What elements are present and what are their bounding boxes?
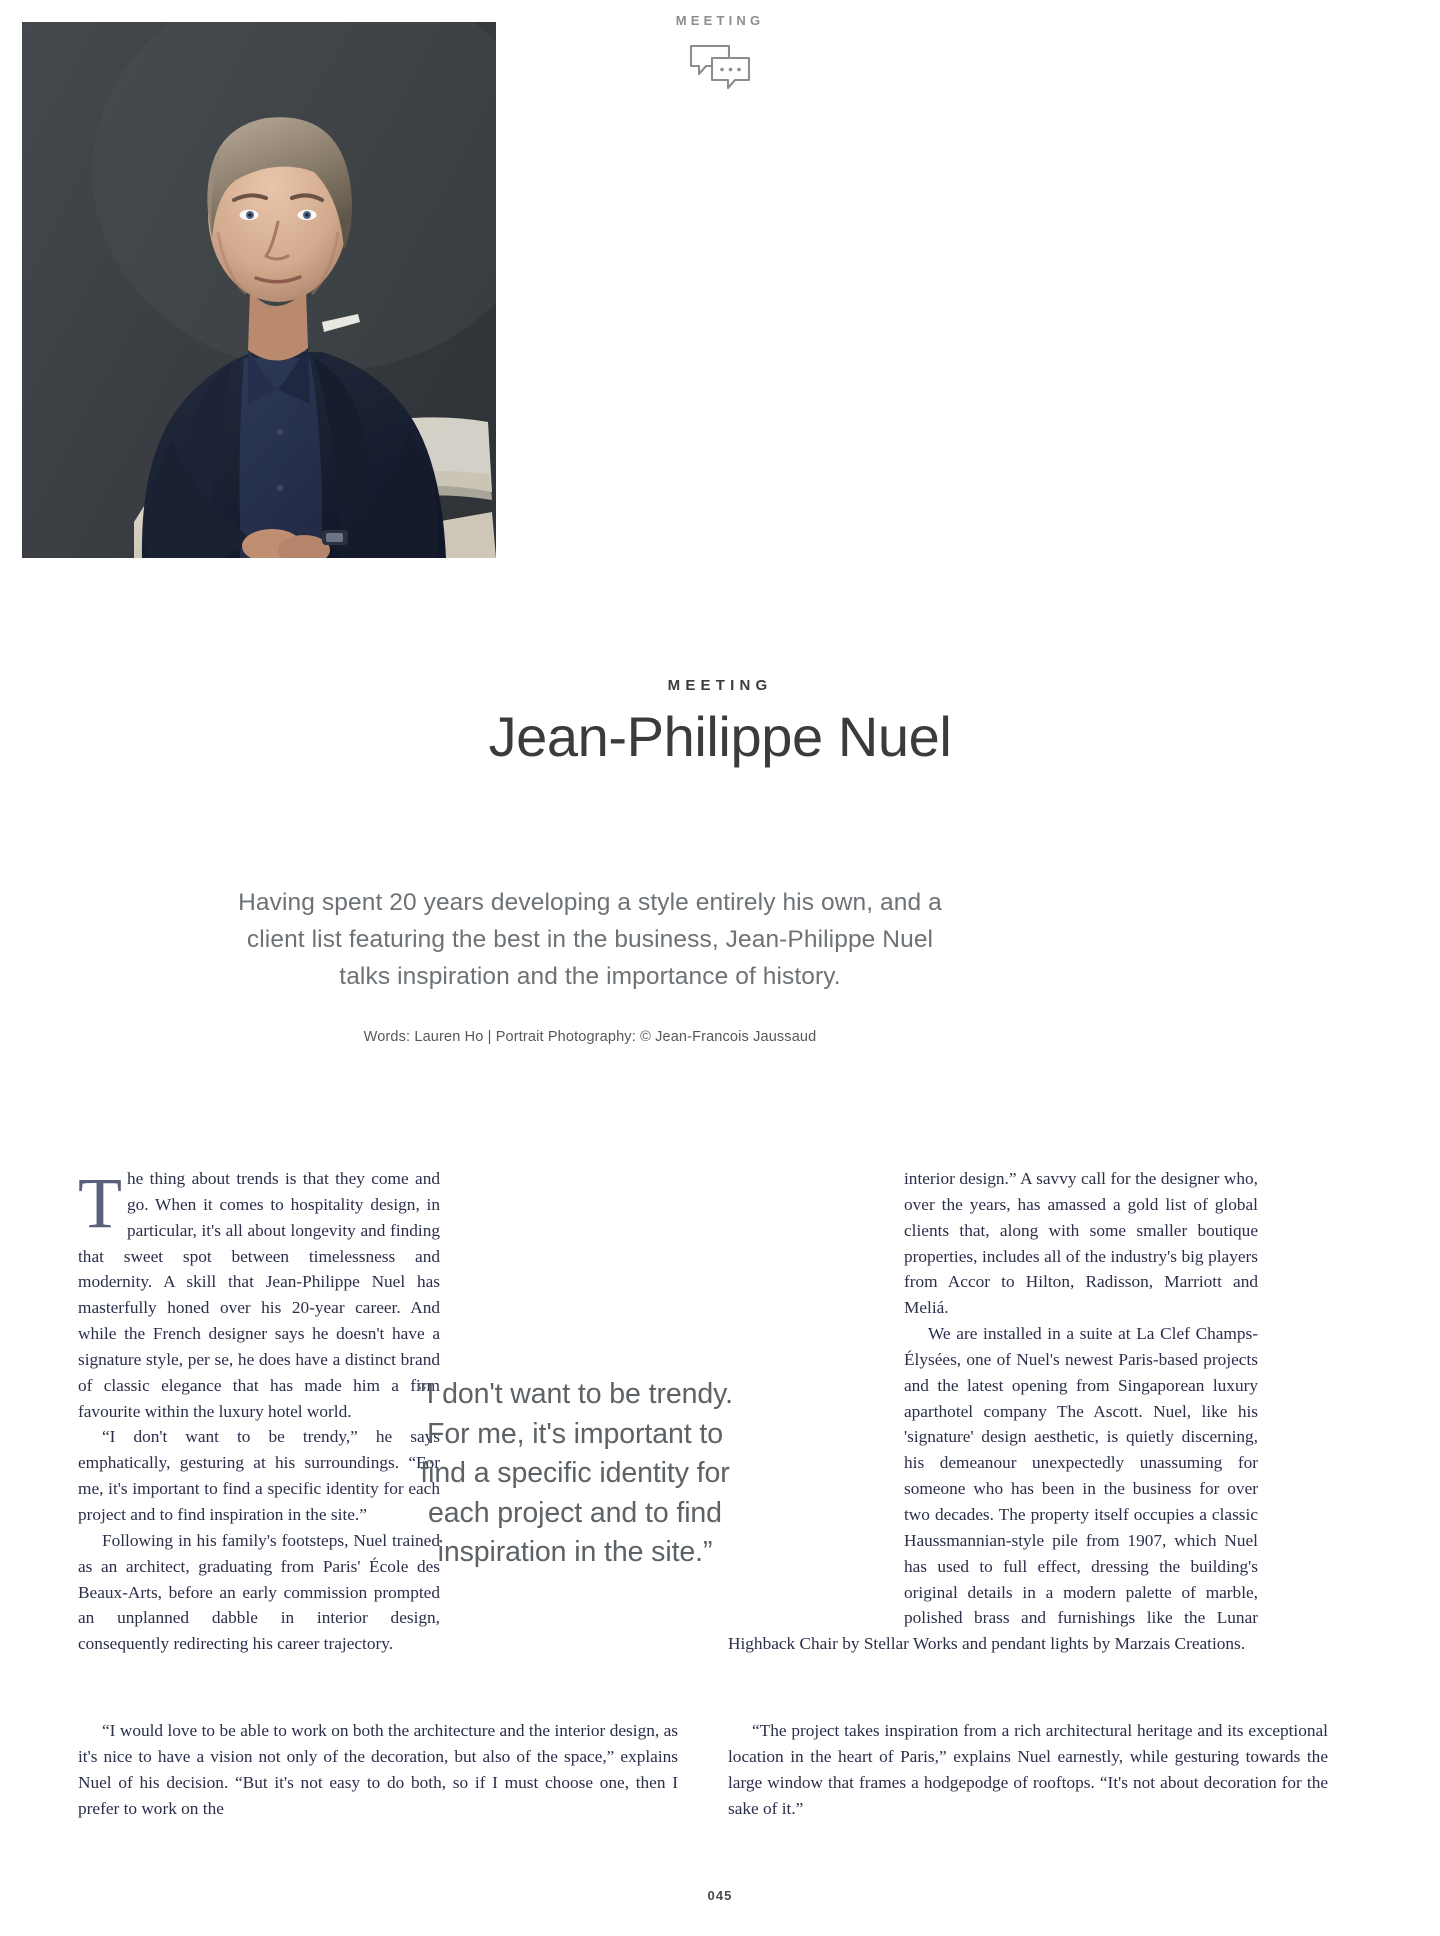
- standfirst: Having spent 20 years developing a style entirely his own, and a client list featuring the best in the business, Jean-Philippe Nuel talks inspiration and the importance of history.: [238, 889, 942, 991]
- body-column-right: [728, 1166, 1258, 1657]
- chat-bubbles-icon: [630, 44, 810, 90]
- body-paragraph-text: We are installed in a suite at La Clef Champs-Élysées, one of Nuel's newest Paris-based projects and the latest opening from Singaporean luxury aparthotel company The Ascott. Nuel, like his 'signature' design aesthetic, is quietly discerning, his demeanour unexpectedly unassuming for someone who has been in the business for over two decades. The property itself occupies a classic Haussmannian-style pile from 1907, which Nuel has used to full effect, dressing the building's original details in a modern palette of marble, polished brass and furnishings like the Lunar Highback Chair by Stellar Works and pendant lights by Marzais Creations.: [728, 1324, 1258, 1654]
- body-paragraph-text: “The project takes inspiration from a rich architectural heritage and its exceptional location in the heart of Paris,” explains Nuel earnestly, while gesturing towards the large window that frames a hodgepodge of rooftops. “It's not about decoration for the sake of it.”: [728, 1721, 1328, 1818]
- page-title: Jean-Philippe Nuel: [488, 705, 952, 768]
- body-paragraph: [78, 1718, 678, 1821]
- body-column-left-bottom: [78, 1718, 678, 1821]
- pull-quote-text-exclusion: [728, 1327, 904, 1621]
- portrait-photo: [22, 22, 496, 558]
- article-title-block: [300, 678, 1140, 767]
- pull-quote: “I don't want to be trendy. For me, it's important to find a specific identity for each project and to find inspiration in the site.”: [417, 1378, 733, 1569]
- running-head: [630, 14, 810, 90]
- drop-cap: T: [78, 1163, 122, 1243]
- body-paragraph: [728, 1718, 1328, 1821]
- title-kicker: MEETING: [667, 677, 773, 694]
- body-paragraph-text: interior design.” A savvy call for the designer who, over the years, has amassed a gold list of global clients that, along with some smaller boutique properties, includes all of the industry's big players from Accor to Hilton, Radisson, Marriott and Meliá.: [904, 1169, 1258, 1318]
- page-number: 045: [707, 1888, 733, 1903]
- body-column-right-bottom: [728, 1718, 1328, 1821]
- body-paragraph-text: he thing about trends is that they come and go. When it comes to hospitality design, in particular, it's all about longevity and finding that sweet spot between timelessness and modernity. A skill that Jean-Philippe Nuel has masterfully honed over his 20-year career. And while the French designer says he doesn't have a signature style, per se, he does have a distinct brand of classic elegance that has made him a firm favourite within the luxury hotel world.: [78, 1169, 440, 1421]
- body-paragraph-text: Following in his family's footsteps, Nuel trained as an architect, graduating from Paris' École des Beaux-Arts, before an early commission prompted an unplanned dabble in interior design, consequently redirecting his career trajectory.: [78, 1530, 440, 1654]
- body-paragraph-text: “I would love to be able to work on both the architecture and the interior design, as it's nice to have a vision not only of the decoration, but also of the space,” explains Nuel of his decision. “But it's not easy to do both, so if I must choose one, then I prefer to work on the: [78, 1721, 678, 1818]
- credits-line: Words: Lauren Ho | Portrait Photography: © Jean-Francois Jaussaud: [363, 1029, 817, 1045]
- body-paragraph-text: “I don't want to be trendy,” he says emphatically, gesturing at his surroundings. “For me, it's important to find a specific identity for each project and to find inspiration in the site.”: [78, 1427, 440, 1524]
- running-head-label: MEETING: [675, 13, 765, 28]
- body-paragraph: [728, 1166, 1258, 1321]
